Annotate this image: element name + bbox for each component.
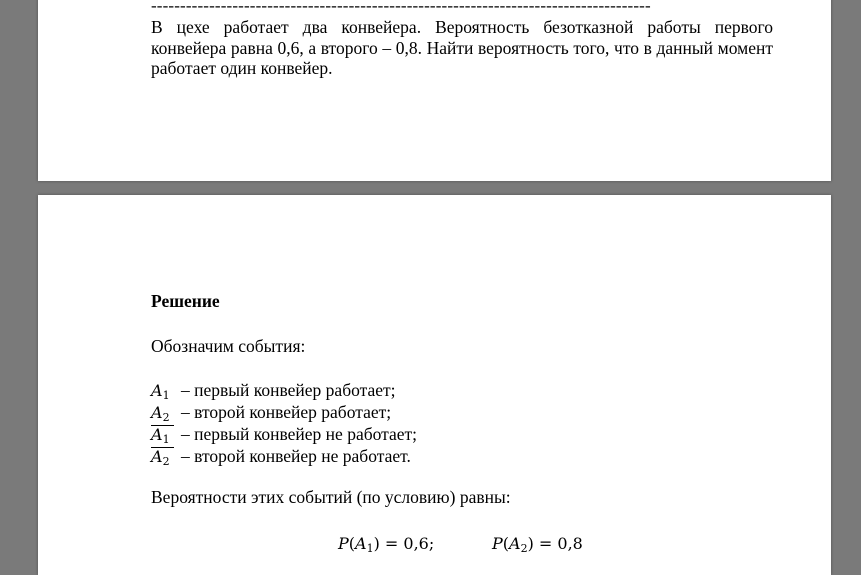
event-definition [151, 380, 396, 402]
event-description: – второй конвейер не работает. [181, 446, 411, 466]
problem-statement: В цехе работает два конвейера. Вероятность безотказной работы первого конвейера равна 0,6, а второго – 0,8. Найти вероятность того, что в данный момент работает один конвейер. [151, 17, 773, 78]
probabilities-label: Вероятности этих событий (по условию) равны: [151, 487, 511, 507]
separator-dashes: -------------------------------------------------------------------------------------- [151, 0, 651, 15]
event-definition [151, 402, 391, 424]
document-page-1 [38, 0, 831, 181]
event-symbol: $A_2$ [151, 403, 170, 424]
probability-formula: $P(A_2) = 0,8$ [492, 534, 583, 555]
probability-formula: $P(A_1) = 0,6$; [338, 534, 435, 555]
event-description: – первый конвейер не работает; [181, 424, 418, 444]
negated-event-symbol: $A_2$ [151, 447, 177, 468]
negated-event-symbol: $A_1$ [151, 425, 177, 446]
event-description: – первый конвейер работает; [181, 380, 396, 400]
event-description: – второй конвейер работает; [181, 402, 392, 422]
solution-heading: Решение [151, 291, 220, 311]
document-page-2 [38, 195, 831, 575]
event-definition [151, 424, 417, 446]
event-symbol: $A_1$ [151, 381, 170, 402]
events-intro: Обозначим события: [151, 336, 306, 356]
event-definition [151, 446, 411, 468]
